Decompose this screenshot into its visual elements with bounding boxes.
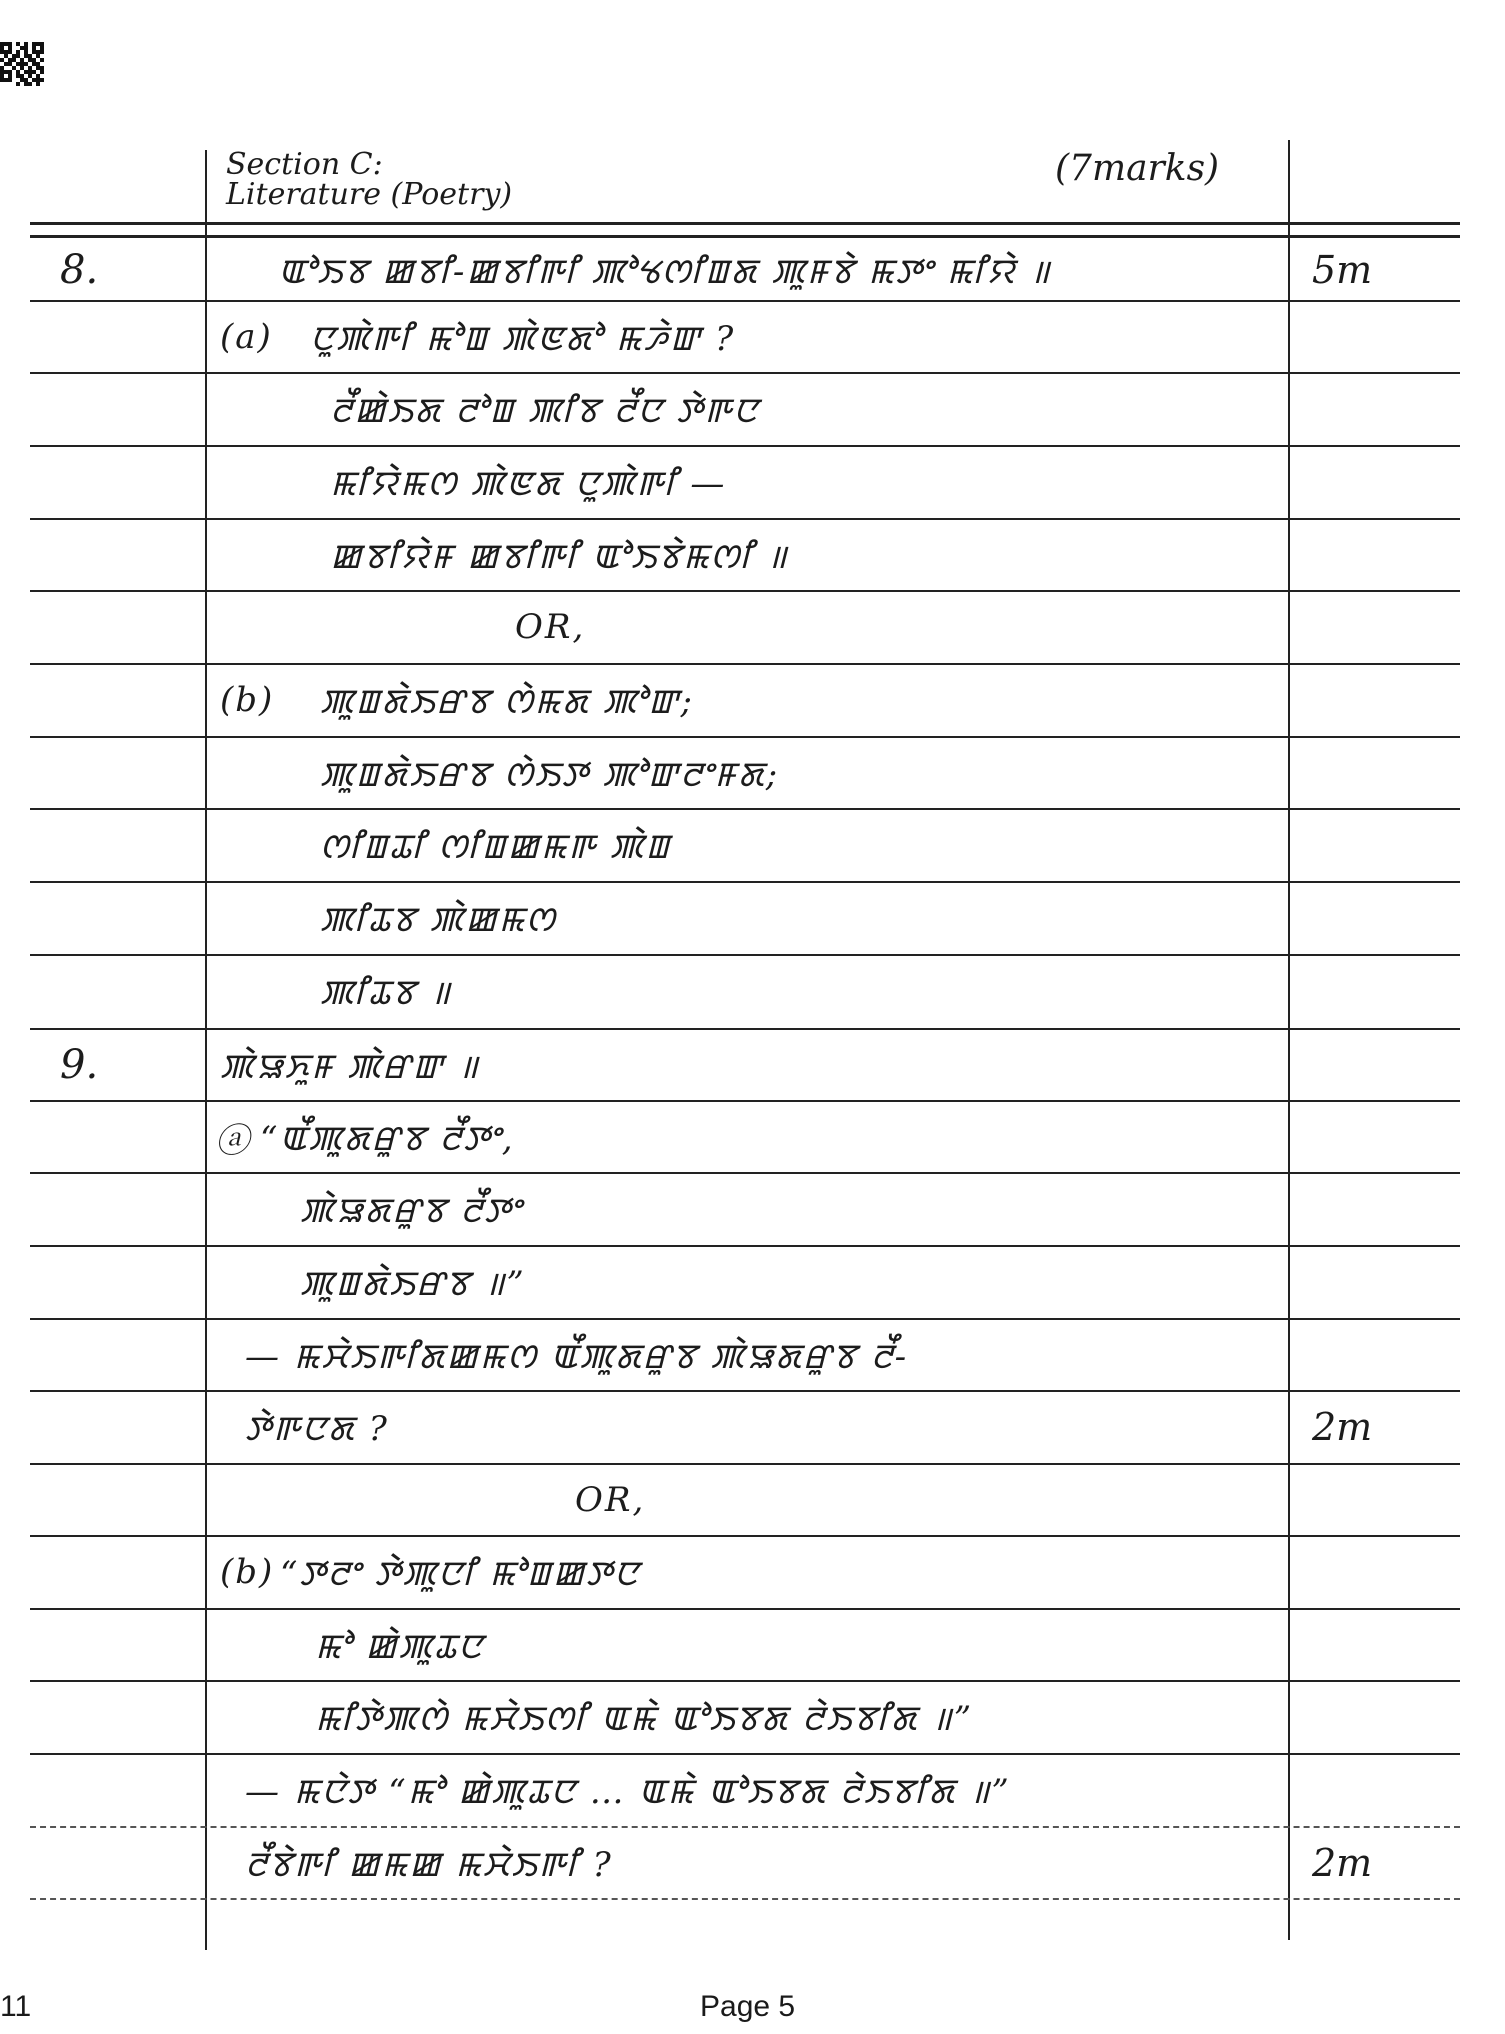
- footer-page-number: Page 5: [700, 1990, 796, 2023]
- q9-a-quote-line-3: ꯄꯨꯡꯗꯥꯏꯔꯕ ॥”: [300, 1263, 526, 1304]
- rule: [30, 1608, 1460, 1610]
- section-subtitle: Literature (Poetry): [226, 177, 513, 212]
- rule: [30, 1898, 1460, 1900]
- q9-instruction: ꯄꯥꯎꯈꯨꯝ ꯄꯥꯔꯛ ॥: [220, 1046, 480, 1087]
- q9-a-marks: 2m: [1312, 1405, 1373, 1449]
- footer-page-code: 11: [0, 1990, 32, 2023]
- section-total-marks: (7marks): [1055, 148, 1220, 189]
- q9-a-quote-line-2: ꯄꯥꯎꯗꯔꯨꯕ ꯂꯩꯇꯦ: [300, 1190, 523, 1231]
- rule: [30, 222, 1460, 225]
- qr-code: [0, 42, 44, 86]
- q9-a-quote-line-1: “ꯑꯩꯄꯨꯗꯔꯨꯕ ꯂꯩꯇꯦ,: [260, 1118, 515, 1159]
- q8-b-line-3: ꯁꯤꯡꯊꯤ ꯁꯤꯡꯀꯃꯒ ꯄꯥꯡ: [320, 826, 672, 867]
- question-number-9: 9.: [60, 1042, 99, 1088]
- q9-a-question-line-1: — ꯃꯆꯥꯏꯒꯤꯗꯀꯃꯁ ꯑꯩꯄꯨꯗꯔꯨꯕ ꯄꯥꯎꯗꯔꯨꯕ ꯂꯩ-: [245, 1336, 909, 1377]
- section-heading: [226, 147, 513, 212]
- column-divider-right: [1288, 140, 1290, 1940]
- q8-b-line-2: ꯄꯨꯡꯗꯥꯏꯔꯕ ꯁꯥꯏꯇ ꯄꯣꯛꯂꯦꯝꯗ;: [320, 754, 780, 795]
- rule: [30, 1172, 1460, 1174]
- question-number-8: 8.: [60, 247, 99, 293]
- q9-a-question-line-2: ꯇꯥꯒꯅꯗ ?: [245, 1408, 389, 1449]
- rule: [30, 1245, 1460, 1247]
- q8-a-line-2: ꯂꯩꯀꯥꯏꯗ ꯂꯣꯡ ꯄꯤꯕ ꯂꯩꯅ ꯇꯥꯒꯅ: [330, 390, 760, 431]
- q8-a-line-4: ꯀꯕꯤꯌꯥꯝ ꯀꯕꯤꯒꯤ ꯑꯣꯏꯕꯥꯃꯁꯤ ॥: [330, 536, 789, 577]
- rule: [30, 445, 1460, 447]
- q9-b-quote-line-2: ꯃꯣ ꯀꯥꯄꯨꯊꯅ: [315, 1626, 485, 1667]
- rule: [30, 808, 1460, 810]
- rule: [30, 954, 1460, 956]
- q8-a-line-1: ꯅꯨꯄꯥꯒꯤ ꯃꯣꯡ ꯄꯥꯟꯗꯣ ꯃꯍꯥꯛ ?: [310, 318, 736, 359]
- q9-or-label: OR,: [575, 1480, 646, 1520]
- q8-b-label: (b): [220, 680, 275, 720]
- q9-b-quote-line-3: ꯃꯤꯇꯥꯄꯁꯥ ꯃꯆꯥꯏꯁꯤ ꯑꯃꯥ ꯑꯣꯏꯕꯗ ꯂꯥꯏꯕꯤꯗ ॥”: [315, 1698, 974, 1739]
- q9-b-marks: 2m: [1312, 1841, 1373, 1885]
- q9-b-label: (b): [220, 1552, 275, 1592]
- q8-a-line-3: ꯃꯤꯌꯥꯃꯁ ꯄꯥꯟꯗ ꯅꯨꯄꯥꯒꯤ —: [330, 463, 727, 504]
- section-title: Section C:: [226, 147, 383, 182]
- q8-b-line-5: ꯄꯤꯊꯕ ॥: [320, 972, 453, 1013]
- q9-b-quote-line-1: “ꯇꯂꯦ ꯇꯥꯄꯨꯅꯤ ꯃꯣꯡꯀꯇꯅ: [280, 1553, 641, 1594]
- q9-b-question-line-2: ꯂꯩꯕꯥꯒꯤ ꯀꯃꯀ ꯃꯆꯥꯏꯒꯤ ?: [245, 1844, 613, 1885]
- answer-sheet: [30, 140, 1460, 1950]
- q9-a-label: ⓐ: [215, 1120, 251, 1161]
- q8-instruction: ꯑꯣꯏꯕ ꯀꯕꯤ-ꯀꯕꯤꯒꯤ ꯄꯣꯠꯁꯤꯡꯗ ꯄꯨꯝꯕꯥ ꯃꯇꯦ ꯃꯤꯌꯥ ॥: [278, 251, 1052, 292]
- q8-a-label: (a): [220, 317, 273, 357]
- q8-marks: 5m: [1312, 248, 1373, 292]
- q8-b-line-1: ꯄꯨꯡꯗꯥꯏꯔꯕ ꯁꯥꯃꯗ ꯄꯣꯛ;: [320, 681, 694, 722]
- rule: [30, 1463, 1460, 1465]
- q9-b-question-line-1: — ꯃꯅꯥꯇ “ꯃꯣ ꯀꯥꯄꯨꯊꯅ … ꯑꯃꯥ ꯑꯣꯏꯕꯗ ꯂꯥꯏꯕꯤꯗ ॥”: [245, 1771, 1011, 1812]
- q8-b-line-4: ꯄꯤꯊꯕ ꯄꯥꯀꯃꯁ: [320, 899, 557, 940]
- rule: [30, 881, 1460, 883]
- rule: [30, 235, 1460, 238]
- q8-or-label: OR,: [515, 607, 586, 647]
- rule: [30, 590, 1460, 592]
